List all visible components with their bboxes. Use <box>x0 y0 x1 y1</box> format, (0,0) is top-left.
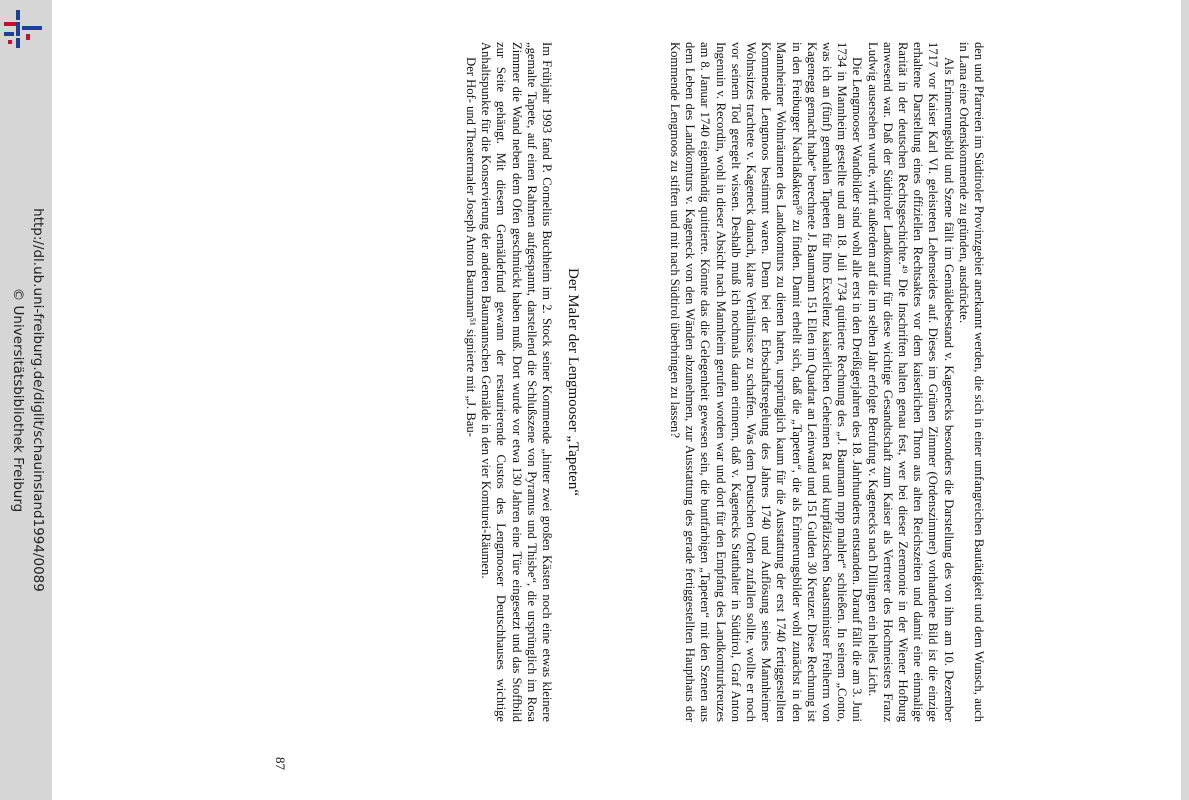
source-url-strip <box>8 208 48 592</box>
source-url: http://dl.ub.uni-freiburg.de/diglit/schauinsland1994/0089 <box>30 208 46 592</box>
page-number: 87 <box>273 757 288 770</box>
scanned-page <box>258 42 986 782</box>
paragraph: Im Frühjahr 1993 fand P. Cornelius Buchheim im 2. Stock seiner Kommende „hinter zwei großen Kästen noch eine etwas kleinere „gemalte Tapete, auf einen Rahmen aufgespannt, darstellend die Schlußszene von Pyramus und Thisbe“, die ursprünglich im Rosa Zimmer die Wand neben dem Ofen geschmückt haben muß. Dort wurde vor etwa 130 Jahren eine Türe eingesetzt und das Stoffbild zur Seite gehängt. Mit diesem Gemäldefund gewann der restaurierende Custos des Lengmooser Deutschhauses wichtige Anhaltspunkte für die Konservierung der anderen Baumannschen Gemälde in den vier Komturei-Räumen. <box>479 42 554 722</box>
paragraph: Der Hof- und Theatermaler Joseph Anton Baumann⁵¹ signierte mit „J. Bau- <box>463 57 478 437</box>
body-text-top <box>667 42 986 722</box>
section-heading: Der Maler der Lengmooser „Tapeten“ <box>565 267 581 496</box>
paragraph: Die Lengmooser Wandbilder sind wohl alle erst in den Dreißigerjahren des 18. Jahrhunderts entstanden. Darauf fällt die am 3. Juni 1734 in Mannheim gestellte und am 18. Juli 1734 quittierte Rechnung des „J. Baumann mpp mahler“ schließen. In seinem „Conto, was ich an (fünf) gemahlen Tapeten für Ihro Excellenz kaiserlichen Geheimen Rat und kurpfälzischen Staatsminister Freiherrn von Kagenegg gemacht habe“ berechnete J. Baumann 151 Ellen im Quadrat an Leinwand und 151 Gulden 30 Kreuzer. Diese Rechnung ist in den Freiburger Nachlaßakten⁵⁰ zu finden. Damit erhellt sich, daß die „Tapeten“, die als Erinnerungsbilder wohl zunächst in den Mannheimer Wohnräumen des Landkomturs zu dienen hatten, ursprünglich kaum für die Ausstattung der erst 1740 fertiggestellten Kommende Lengmoos bestimmt waren. Denn bei der Erbschaftsregelung des Jahres 1740 und Auflösung seines Mannheimer Wohnsitzes trachtete v. Kageneck danach, klare Verhältnisse zu schaffen. Was dem Deutschen Orden zufallen sollte, wollte er noch vor seinem Tod geregelt wissen. Deshalb muß ich nochmals daran erinnern, daß v. Kagenecks Statthalter in Südtirol, Graf Anton Ingenuin v. Recordin, wohl in dieser Absicht nach Mannheim gerufen worden war und dort für den Empfang des Landkomturkreuzes am 8. Januar 1740 eigenhändig quittierte. Könnte das die Gelegenheit gewesen sein, die buntfarbigen „Tapeten“ mit den Szenen aus dem Leben des Landkomturs v. Kageneck von den Wänden abzunehmen, zur Ausstattung des gerade fertiggestellten Haupthaus der Kommende Lengmoos zu stiften und mit nach Südtirol überbringen zu lassen? <box>667 42 865 722</box>
paragraph: den und Pfarreien im Südtiroler Provinzgebiet anerkannt werden, die sich in einer umfangreichen Bautätigkeit und dem Wunsch, auch in Lana eine Ordenskommende zu gründen, ausdrückte. <box>956 42 986 722</box>
page-content <box>258 42 986 782</box>
copyright-notice: © Universitätsbibliothek Freiburg <box>10 287 26 513</box>
ub-freiburg-logo-icon <box>2 8 44 50</box>
body-text-bottom <box>463 42 554 722</box>
viewer-sidebar <box>0 0 52 800</box>
page-edge-scrollbar[interactable] <box>1181 0 1189 800</box>
paragraph: Als Erinnerungsbild und Szene fällt im Gemäldebestand v. Kagenecks besonders die Darstellung des von ihm am 10. Dezember 1717 vor Kaiser Karl VI. geleisteten Lehenseides auf. Dieses im Grünen Zimmer (Ordenszimmer) vorhandene Bild ist die einzige erhaltene Darstellung eines offiziellen Rechtsaktes vor dem kaiserlichen Thron aus alten Reichszeiten und damit eine einmalige Rarität in der deutschen Rechtsgeschichte.⁴⁹ Die Inschriften halten genau fest, wer bei dieser Zeremonie in der Wiener Hofburg anwesend war. Daß der Südtiroler Landkomtur für diese wichtige Gesandtschaft zum Kaiser als Vertreter des Hochmeisters Franz Ludwig ausersehen wurde, wirft außerdem auf die im selben Jahr erfolgte Berufung v. Kagenecks nach Dillingen ein helles Licht. <box>865 42 956 722</box>
